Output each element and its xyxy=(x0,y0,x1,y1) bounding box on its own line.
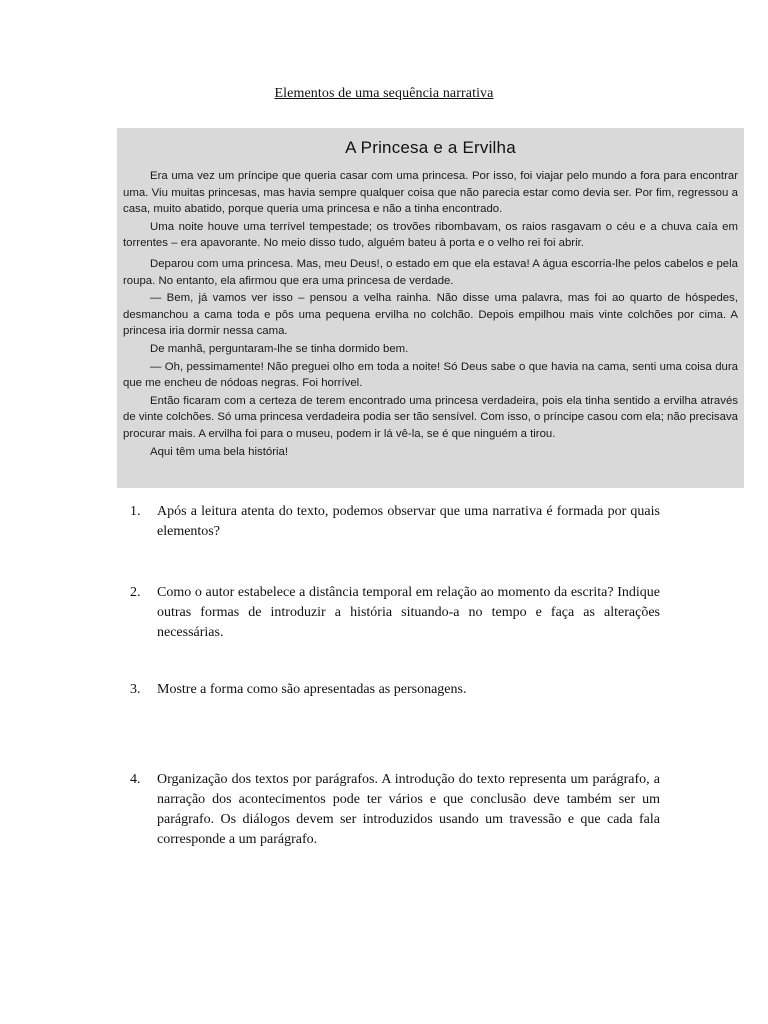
question-text: Organização dos textos por parágrafos. A introdução do texto representa um parágrafo, a narração dos acontecimentos pode ter vários e que conclusão deve também ser um parágrafo. Os diálogos devem ser introduzidos usando um travessão e que cada fala corresponde a um parágrafo. xyxy=(157,772,660,847)
story-paragraph: — Oh, pessimamente! Não preguei olho em toda a noite! Só Deus sabe o que havia na cama, senti uma coisa dura que me encheu de nódoas negras. Foi horrível. xyxy=(123,360,738,390)
story-paragraph: Deparou com uma princesa. Mas, meu Deus!, o estado em que ela estava! A água escorria-lhe pelos cabelos e pela roupa. No entanto, ela afirmou que era uma princesa de verdade. xyxy=(123,257,738,287)
question-item xyxy=(130,583,660,643)
question-text: Após a leitura atenta do texto, podemos observar que uma narrativa é formada por quais elementos? xyxy=(157,504,660,539)
document-heading: Elementos de uma sequência narrativa xyxy=(274,86,494,101)
question-number: 1. xyxy=(130,504,141,519)
story-paragraph: De manhã, perguntaram-lhe se tinha dormido bem. xyxy=(150,342,409,355)
question-item xyxy=(130,502,660,542)
story-paragraph: Aqui têm uma bela história! xyxy=(150,445,289,458)
question-item xyxy=(130,770,660,850)
story-excerpt-box xyxy=(117,128,744,488)
story-paragraph: Era uma vez um príncipe que queria casar com uma princesa. Por isso, foi viajar pelo mundo a fora para encontrar uma. Viu muitas princesas, mas havia sempre qualquer coisa que não parecia estar como devia ser. Por fim, regressou a casa, muito abatido, porque queria uma princesa e não a tinha encontrado. xyxy=(123,170,738,216)
story-paragraph: Então ficaram com a certeza de terem encontrado uma princesa verdadeira, pois ela tinha sentido a ervilha através de vinte colchões. Só uma princesa verdadeira podia ser tão sensível. Com isso, o príncipe casou com ela; não precisava procurar mais. A ervilha foi para o museu, podem ir lá vê-la, se é que ninguém a tirou. xyxy=(123,394,738,440)
question-list xyxy=(130,502,660,850)
story-paragraph: Uma noite houve uma terrível tempestade; os trovões ribombavam, os raios rasgavam o céu e a chuva caía em torrentes – era apavorante. No meio disso tudo, alguém bateu à porta e o velho rei foi abrir. xyxy=(123,220,738,250)
story-title: A Princesa e a Ervilha xyxy=(345,138,516,157)
story-paragraph: — Bem, já vamos ver isso – pensou a velha rainha. Não disse uma palavra, mas foi ao quarto de hóspedes, desmanchou a cama toda e pôs uma pequena ervilha no colchão. Depois empilhou mais vinte colchões por cima. A princesa iria dormir nessa cama. xyxy=(123,292,738,338)
question-text: Mostre a forma como são apresentadas as personagens. xyxy=(157,682,467,697)
question-number: 4. xyxy=(130,772,141,787)
question-number: 2. xyxy=(130,585,141,600)
question-number: 3. xyxy=(130,682,141,697)
question-item xyxy=(130,680,660,700)
question-text: Como o autor estabelece a distância temporal em relação ao momento da escrita? Indique outras formas de introduzir a história situando-a no tempo e faça as alterações necessárias. xyxy=(157,585,660,640)
